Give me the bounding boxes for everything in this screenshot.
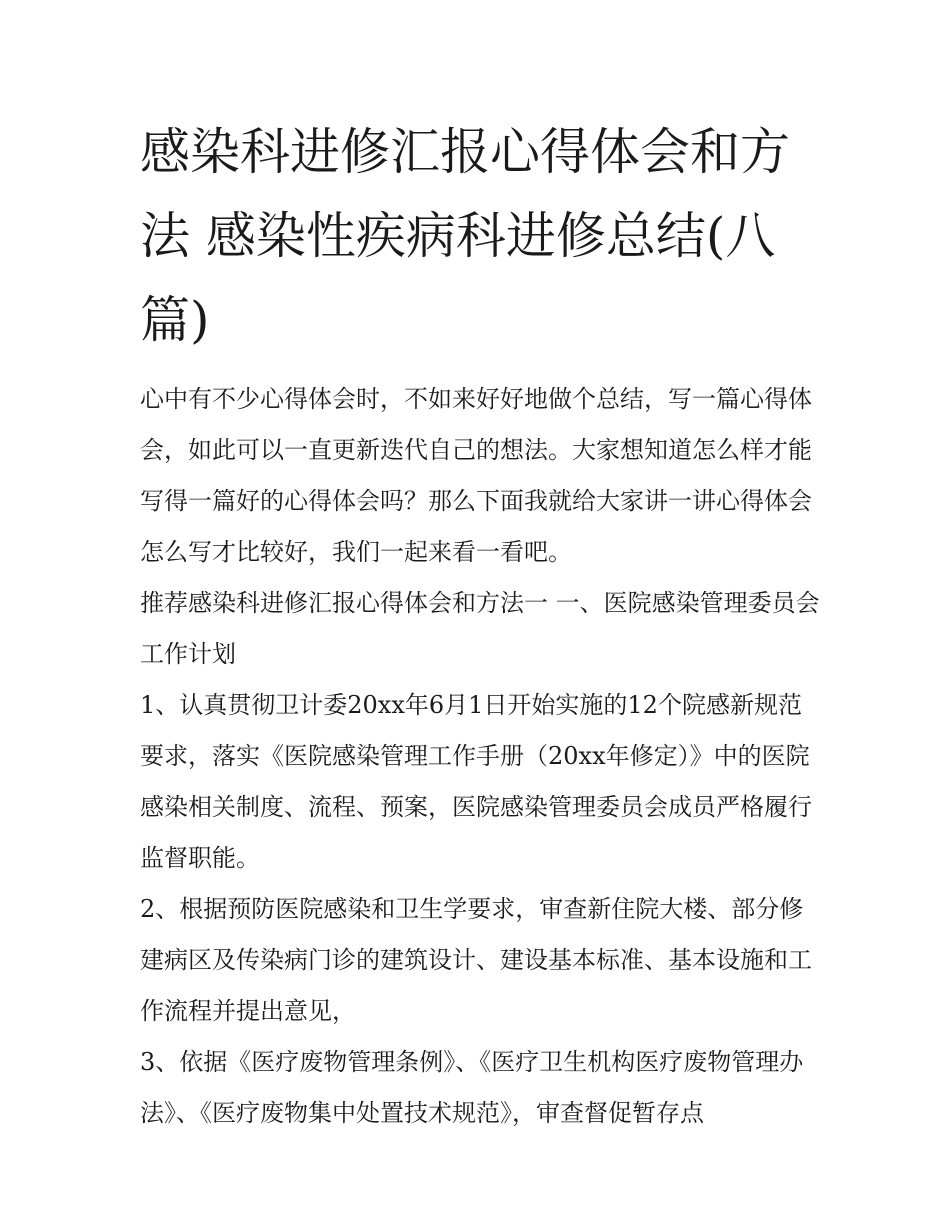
document-page	[140, 110, 820, 1139]
paragraph-item-1: 1、认真贯彻卫计委20xx年6月1日开始实施的12个院感新规范要求，落实《医院感染管理工作手册（20xx年修定）》中的医院感染相关制度、流程、预案，医院感染管理委员会成员严格履行监督职能。	[140, 691, 812, 872]
document-title: 感染科进修汇报心得体会和方法 感染性疾病科进修总结(八篇)	[140, 123, 790, 349]
paragraph-section-heading: 推荐感染科进修汇报心得体会和方法一 一、医院感染管理委员会工作计划	[140, 589, 820, 668]
paragraph-intro: 心中有不少心得体会时，不如来好好地做个总结，写一篇心得体会，如此可以一直更新迭代自己的想法。大家想知道怎么样才能写得一篇好的心得体会吗？那么下面我就给大家讲一讲心得体会怎么写才比较好，我们一起来看一看吧。	[140, 385, 812, 566]
paragraph-item-3: 3、依据《医疗废物管理条例》、《医疗卫生机构医疗废物管理办法》、《医疗废物集中处置技术规范》，审查督促暂存点	[140, 1048, 804, 1127]
paragraph-item-2: 2、根据预防医院感染和卫生学要求，审查新住院大楼、部分修建病区及传染病门诊的建筑设计、建设基本标准、基本设施和工作流程并提出意见，	[140, 895, 812, 1025]
